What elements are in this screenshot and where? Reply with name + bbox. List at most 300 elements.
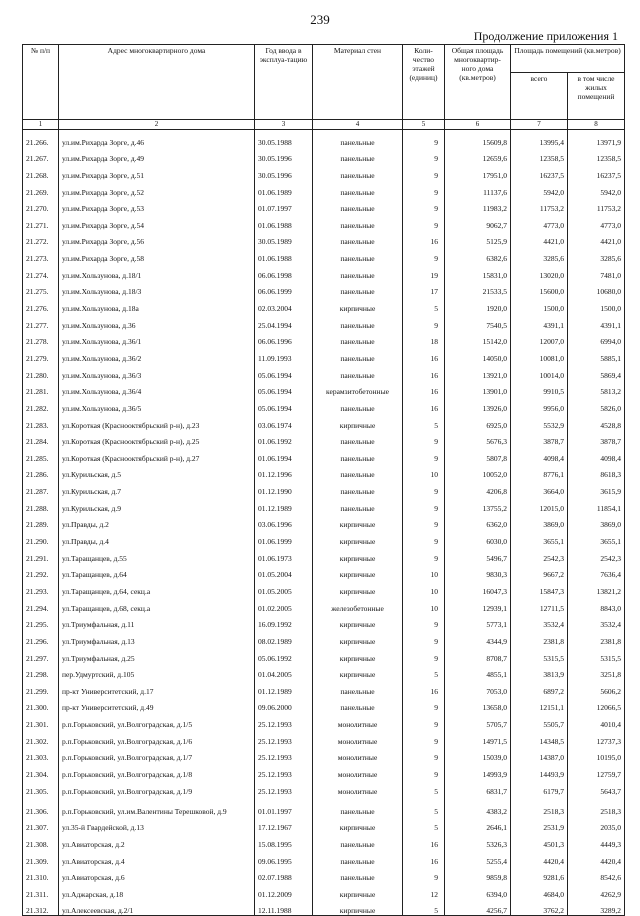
- row-residential-area: 5606,2: [568, 679, 625, 696]
- row-total-area: 12659,6: [445, 147, 511, 164]
- row-total-area: 9830,3: [445, 563, 511, 580]
- row-number: 21.291.: [23, 546, 59, 563]
- row-floors: 9: [403, 646, 445, 663]
- row-floors: 5: [403, 296, 445, 313]
- row-material: кирпичные: [313, 563, 403, 580]
- row-residential-area: 3532,4: [568, 613, 625, 630]
- row-address: пр-кт Университетский, д.17: [59, 679, 255, 696]
- row-number: 21.311.: [23, 882, 59, 899]
- row-residential-area: 4421,0: [568, 230, 625, 247]
- row-address: ул.им.Рихарда Зорге, д.49: [59, 147, 255, 164]
- row-premises-all: 3878,7: [511, 430, 568, 447]
- table-row: [23, 380, 625, 397]
- row-floors: 16: [403, 679, 445, 696]
- row-address: ул.им.Хользунова, д.36/5: [59, 396, 255, 413]
- row-residential-area: 5813,2: [568, 380, 625, 397]
- row-total-area: 5705,7: [445, 712, 511, 729]
- table-row: [23, 513, 625, 530]
- row-residential-area: 8843,0: [568, 596, 625, 613]
- row-residential-area: 12737,3: [568, 729, 625, 746]
- row-year: 06.06.1999: [255, 280, 313, 297]
- row-address: ул.им.Хользунова, д.36/4: [59, 380, 255, 397]
- row-number: 21.268.: [23, 163, 59, 180]
- row-number: 21.271.: [23, 213, 59, 230]
- row-floors: 5: [403, 796, 445, 816]
- table-row: [23, 230, 625, 247]
- row-number: 21.294.: [23, 596, 59, 613]
- row-floors: 19: [403, 263, 445, 280]
- row-material: кирпичные: [313, 513, 403, 530]
- row-number: 21.281.: [23, 380, 59, 397]
- table-row: [23, 646, 625, 663]
- row-premises-all: 10014,0: [511, 363, 568, 380]
- row-material: кирпичные: [313, 613, 403, 630]
- header-floors: Коли-чество этажей (единиц): [403, 45, 445, 120]
- row-address: ул.им.Хользунова, д.36: [59, 313, 255, 330]
- row-floors: 16: [403, 849, 445, 866]
- table-row: [23, 899, 625, 916]
- row-premises-all: 9667,2: [511, 563, 568, 580]
- row-premises-all: 3813,9: [511, 663, 568, 680]
- column-number-row: [23, 120, 625, 130]
- row-address: ул.Триумфальная, д.13: [59, 629, 255, 646]
- row-floors: 16: [403, 230, 445, 247]
- table-row: [23, 346, 625, 363]
- row-residential-area: 3289,2: [568, 899, 625, 916]
- row-number: 21.279.: [23, 346, 59, 363]
- row-address: ул.Таращанцев, д.68, секц.а: [59, 596, 255, 613]
- row-total-area: 4256,7: [445, 899, 511, 916]
- row-material: панельные: [313, 396, 403, 413]
- row-premises-all: 12007,0: [511, 330, 568, 347]
- row-residential-area: 8542,6: [568, 866, 625, 883]
- row-number: 21.312.: [23, 899, 59, 916]
- row-total-area: 9859,8: [445, 866, 511, 883]
- row-floors: 5: [403, 899, 445, 916]
- row-address: ул.Короткая (Краснооктябрьский р-н), д.25: [59, 430, 255, 447]
- row-address: ул.Курильская, д.7: [59, 479, 255, 496]
- row-year: 02.03.2004: [255, 296, 313, 313]
- row-material: панельные: [313, 147, 403, 164]
- row-total-area: 5326,3: [445, 832, 511, 849]
- table-row: [23, 596, 625, 613]
- row-total-area: 13926,0: [445, 396, 511, 413]
- row-material: панельные: [313, 246, 403, 263]
- row-floors: 9: [403, 729, 445, 746]
- row-material: панельные: [313, 430, 403, 447]
- row-address: ул.им.Рихарда Зорге, д.54: [59, 213, 255, 230]
- row-premises-all: 12711,5: [511, 596, 568, 613]
- row-address: ул.Триумфальная, д.11: [59, 613, 255, 630]
- row-floors: 16: [403, 832, 445, 849]
- row-address: пер.Удмуртский, д.105: [59, 663, 255, 680]
- row-total-area: 15609,8: [445, 130, 511, 147]
- header-num: № п/п: [23, 45, 59, 120]
- row-number: 21.306.: [23, 796, 59, 816]
- table-row: [23, 613, 625, 630]
- row-floors: 9: [403, 197, 445, 214]
- row-total-area: 7053,0: [445, 679, 511, 696]
- row-residential-area: 2518,3: [568, 796, 625, 816]
- row-floors: 9: [403, 180, 445, 197]
- row-number: 21.288.: [23, 496, 59, 513]
- row-total-area: 5676,3: [445, 430, 511, 447]
- header-premises-area: Площадь помещений (кв.метров): [511, 45, 625, 73]
- row-residential-area: 5885,1: [568, 346, 625, 363]
- row-residential-area: 4098,4: [568, 446, 625, 463]
- row-address: пр-кт Университетский, д.49: [59, 696, 255, 713]
- row-year: 25.12.1993: [255, 762, 313, 779]
- row-total-area: 13658,0: [445, 696, 511, 713]
- row-total-area: 6394,0: [445, 882, 511, 899]
- row-floors: 9: [403, 130, 445, 147]
- row-residential-area: 4262,9: [568, 882, 625, 899]
- row-material: монолитные: [313, 712, 403, 729]
- row-total-area: 13901,0: [445, 380, 511, 397]
- row-total-area: 4855,1: [445, 663, 511, 680]
- row-number: 21.282.: [23, 396, 59, 413]
- row-material: панельные: [313, 180, 403, 197]
- row-number: 21.309.: [23, 849, 59, 866]
- row-number: 21.275.: [23, 280, 59, 297]
- table-row: [23, 363, 625, 380]
- row-total-area: 14050,0: [445, 346, 511, 363]
- row-material: панельные: [313, 679, 403, 696]
- row-premises-all: 12151,1: [511, 696, 568, 713]
- row-address: ул.им.Рихарда Зорге, д.53: [59, 197, 255, 214]
- table-row: [23, 180, 625, 197]
- row-year: 01.06.1988: [255, 246, 313, 263]
- row-address: ул.Курильская, д.5: [59, 463, 255, 480]
- row-address: ул.35-й Гвардейской, д.13: [59, 816, 255, 833]
- row-material: панельные: [313, 363, 403, 380]
- row-number: 21.297.: [23, 646, 59, 663]
- row-residential-area: 5869,4: [568, 363, 625, 380]
- row-floors: 9: [403, 163, 445, 180]
- row-total-area: 12939,1: [445, 596, 511, 613]
- row-total-area: 15831,0: [445, 263, 511, 280]
- row-premises-all: 9956,0: [511, 396, 568, 413]
- table-row: [23, 882, 625, 899]
- column-number: 3: [255, 120, 313, 130]
- row-premises-all: 3664,0: [511, 479, 568, 496]
- table-row: [23, 280, 625, 297]
- row-address: ул.Правды, д.4: [59, 529, 255, 546]
- row-year: 01.06.1999: [255, 529, 313, 546]
- row-address: ул.Таращанцев, д.64, секц.а: [59, 579, 255, 596]
- row-number: 21.280.: [23, 363, 59, 380]
- row-year: 16.09.1992: [255, 613, 313, 630]
- row-number: 21.283.: [23, 413, 59, 430]
- table-row: [23, 866, 625, 883]
- row-residential-area: 5315,5: [568, 646, 625, 663]
- row-year: 25.12.1993: [255, 779, 313, 796]
- row-premises-all: 6897,2: [511, 679, 568, 696]
- row-number: 21.302.: [23, 729, 59, 746]
- row-residential-area: 4391,1: [568, 313, 625, 330]
- row-year: 25.12.1993: [255, 746, 313, 763]
- row-address: ул.Триумфальная, д.25: [59, 646, 255, 663]
- row-total-area: 6382,6: [445, 246, 511, 263]
- row-residential-area: 8618,3: [568, 463, 625, 480]
- table-row: [23, 246, 625, 263]
- row-year: 01.12.1990: [255, 479, 313, 496]
- row-total-area: 13755,2: [445, 496, 511, 513]
- row-material: панельные: [313, 263, 403, 280]
- row-residential-area: 3615,9: [568, 479, 625, 496]
- row-material: панельные: [313, 230, 403, 247]
- row-residential-area: 4528,8: [568, 413, 625, 430]
- row-material: панельные: [313, 130, 403, 147]
- row-number: 21.301.: [23, 712, 59, 729]
- table-row: [23, 816, 625, 833]
- row-year: 30.05.1996: [255, 147, 313, 164]
- row-material: панельные: [313, 213, 403, 230]
- row-total-area: 1920,0: [445, 296, 511, 313]
- row-floors: 16: [403, 396, 445, 413]
- row-residential-area: 10195,0: [568, 746, 625, 763]
- row-year: 30.05.1996: [255, 163, 313, 180]
- row-material: монолитные: [313, 762, 403, 779]
- row-number: 21.269.: [23, 180, 59, 197]
- row-material: кирпичные: [313, 546, 403, 563]
- row-material: кирпичные: [313, 296, 403, 313]
- row-material: панельные: [313, 346, 403, 363]
- row-address: р.п.Горьковский, ул.Волгоградская, д.1/6: [59, 729, 255, 746]
- row-address: ул.Авиаторская, д.6: [59, 866, 255, 883]
- row-total-area: 14993,9: [445, 762, 511, 779]
- row-year: 01.01.1997: [255, 796, 313, 816]
- row-address: ул.им.Рихарда Зорге, д.46: [59, 130, 255, 147]
- row-address: ул.Короткая (Краснооктябрьский р-н), д.23: [59, 413, 255, 430]
- row-material: панельные: [313, 496, 403, 513]
- row-material: панельные: [313, 696, 403, 713]
- row-premises-all: 4773,0: [511, 213, 568, 230]
- row-premises-all: 14348,5: [511, 729, 568, 746]
- row-residential-area: 11854,1: [568, 496, 625, 513]
- table-row: [23, 663, 625, 680]
- row-residential-area: 3878,7: [568, 430, 625, 447]
- row-floors: 10: [403, 563, 445, 580]
- row-address: ул.им.Хользунова, д.18а: [59, 296, 255, 313]
- row-material: кирпичные: [313, 579, 403, 596]
- row-number: 21.286.: [23, 463, 59, 480]
- row-residential-area: 4449,3: [568, 832, 625, 849]
- row-year: 05.06.1992: [255, 646, 313, 663]
- row-year: 03.06.1974: [255, 413, 313, 430]
- row-address: ул.Таращанцев, д.64: [59, 563, 255, 580]
- row-residential-area: 10680,0: [568, 280, 625, 297]
- table-row: [23, 546, 625, 563]
- row-floors: 5: [403, 413, 445, 430]
- row-premises-all: 4501,3: [511, 832, 568, 849]
- table-row: [23, 263, 625, 280]
- row-number: 21.299.: [23, 679, 59, 696]
- row-year: 01.06.1994: [255, 446, 313, 463]
- page-number: 239: [310, 12, 330, 27]
- row-total-area: 11983,2: [445, 197, 511, 214]
- row-year: 01.05.2005: [255, 579, 313, 596]
- table-header: [23, 45, 625, 130]
- row-year: 03.06.1996: [255, 513, 313, 530]
- row-total-area: 5496,7: [445, 546, 511, 563]
- row-year: 01.02.2005: [255, 596, 313, 613]
- row-address: ул.Короткая (Краснооктябрьский р-н), д.27: [59, 446, 255, 463]
- table-row: [23, 430, 625, 447]
- row-year: 05.06.1994: [255, 380, 313, 397]
- row-residential-area: 3251,8: [568, 663, 625, 680]
- table-row: [23, 296, 625, 313]
- row-material: керамзитобетонные: [313, 380, 403, 397]
- table-row: [23, 496, 625, 513]
- row-address: ул.им.Хользунова, д.36/3: [59, 363, 255, 380]
- row-residential-area: 16237,5: [568, 163, 625, 180]
- row-residential-area: 4773,0: [568, 213, 625, 230]
- row-year: 01.06.1988: [255, 213, 313, 230]
- header-year: Год ввода в эксплуа-тацию: [255, 45, 313, 120]
- table-row: [23, 629, 625, 646]
- row-material: панельные: [313, 479, 403, 496]
- row-total-area: 8708,7: [445, 646, 511, 663]
- header-material: Материал стен: [313, 45, 403, 120]
- row-year: 01.07.1997: [255, 197, 313, 214]
- column-number: 1: [23, 120, 59, 130]
- row-premises-all: 2531,9: [511, 816, 568, 833]
- row-total-area: 5807,8: [445, 446, 511, 463]
- row-floors: 16: [403, 363, 445, 380]
- row-material: панельные: [313, 866, 403, 883]
- row-premises-all: 5315,5: [511, 646, 568, 663]
- row-year: 05.06.1994: [255, 363, 313, 380]
- row-premises-all: 5505,7: [511, 712, 568, 729]
- row-number: 21.290.: [23, 529, 59, 546]
- row-address: ул.им.Рихарда Зорге, д.51: [59, 163, 255, 180]
- table-row: [23, 696, 625, 713]
- row-premises-all: 16237,5: [511, 163, 568, 180]
- row-premises-all: 3655,1: [511, 529, 568, 546]
- row-premises-all: 5942,0: [511, 180, 568, 197]
- row-floors: 9: [403, 712, 445, 729]
- row-floors: 16: [403, 346, 445, 363]
- row-total-area: 2646,1: [445, 816, 511, 833]
- row-number: 21.293.: [23, 579, 59, 596]
- column-number: 7: [511, 120, 568, 130]
- table-row: [23, 463, 625, 480]
- table-row: [23, 679, 625, 696]
- row-residential-area: 11753,2: [568, 197, 625, 214]
- row-number: 21.310.: [23, 866, 59, 883]
- row-number: 21.304.: [23, 762, 59, 779]
- table-row: [23, 163, 625, 180]
- header-address: Адрес многоквартирного дома: [59, 45, 255, 120]
- row-premises-all: 2381,8: [511, 629, 568, 646]
- row-residential-area: 1500,0: [568, 296, 625, 313]
- row-floors: 10: [403, 463, 445, 480]
- row-material: панельные: [313, 313, 403, 330]
- row-address: р.п.Горьковский, ул.Волгоградская, д.1/9: [59, 779, 255, 796]
- table-row: [23, 147, 625, 164]
- row-number: 21.266.: [23, 130, 59, 147]
- row-residential-area: 12759,7: [568, 762, 625, 779]
- table-row: [23, 579, 625, 596]
- row-address: р.п.Горьковский, ул.им.Валентины Терешковой, д.9: [59, 796, 255, 816]
- row-address: ул.им.Хользунова, д.18/3: [59, 280, 255, 297]
- row-residential-area: 3869,0: [568, 513, 625, 530]
- row-premises-all: 1500,0: [511, 296, 568, 313]
- row-total-area: 6362,0: [445, 513, 511, 530]
- row-premises-all: 8776,1: [511, 463, 568, 480]
- row-premises-all: 14493,9: [511, 762, 568, 779]
- row-residential-area: 4420,4: [568, 849, 625, 866]
- row-year: 11.09.1993: [255, 346, 313, 363]
- row-floors: 9: [403, 513, 445, 530]
- row-floors: 18: [403, 330, 445, 347]
- row-residential-area: 13821,2: [568, 579, 625, 596]
- row-residential-area: 2035,0: [568, 816, 625, 833]
- row-total-area: 9062,7: [445, 213, 511, 230]
- row-year: 06.06.1996: [255, 330, 313, 347]
- row-floors: 9: [403, 446, 445, 463]
- row-address: ул.Авиаторская, д.2: [59, 832, 255, 849]
- row-year: 25.04.1994: [255, 313, 313, 330]
- row-total-area: 15142,0: [445, 330, 511, 347]
- row-total-area: 4206,8: [445, 479, 511, 496]
- row-address: ул.Авиаторская, д.4: [59, 849, 255, 866]
- row-floors: 9: [403, 696, 445, 713]
- row-floors: 9: [403, 313, 445, 330]
- row-number: 21.305.: [23, 779, 59, 796]
- row-number: 21.289.: [23, 513, 59, 530]
- row-address: ул.Курильская, д.9: [59, 496, 255, 513]
- column-number: 2: [59, 120, 255, 130]
- row-residential-area: 12358,5: [568, 147, 625, 164]
- row-premises-all: 6179,7: [511, 779, 568, 796]
- row-address: ул.Алексеевская, д.2/1: [59, 899, 255, 916]
- row-floors: 5: [403, 779, 445, 796]
- row-number: 21.272.: [23, 230, 59, 247]
- table-row: [23, 396, 625, 413]
- row-material: кирпичные: [313, 663, 403, 680]
- row-residential-area: 3655,1: [568, 529, 625, 546]
- row-premises-all: 4421,0: [511, 230, 568, 247]
- row-material: панельные: [313, 463, 403, 480]
- table-row: [23, 563, 625, 580]
- header-total-area: Общая площадь многоквартир-ного дома (кв.метров): [445, 45, 511, 120]
- row-premises-all: 5532,9: [511, 413, 568, 430]
- row-residential-area: 7481,0: [568, 263, 625, 280]
- row-year: 01.12.1989: [255, 679, 313, 696]
- table-row: [23, 746, 625, 763]
- row-total-area: 6831,7: [445, 779, 511, 796]
- row-floors: 5: [403, 816, 445, 833]
- row-year: 30.05.1988: [255, 130, 313, 147]
- row-residential-area: 3285,6: [568, 246, 625, 263]
- row-number: 21.307.: [23, 816, 59, 833]
- row-premises-all: 3869,0: [511, 513, 568, 530]
- row-address: ул.им.Рихарда Зорге, д.56: [59, 230, 255, 247]
- table-row: [23, 197, 625, 214]
- row-premises-all: 12358,5: [511, 147, 568, 164]
- row-total-area: 14971,5: [445, 729, 511, 746]
- row-total-area: 6030,0: [445, 529, 511, 546]
- row-premises-all: 13020,0: [511, 263, 568, 280]
- row-address: ул.им.Рихарда Зорге, д.58: [59, 246, 255, 263]
- row-year: 01.12.1996: [255, 463, 313, 480]
- row-premises-all: 4420,4: [511, 849, 568, 866]
- row-number: 21.277.: [23, 313, 59, 330]
- table-row: [23, 779, 625, 796]
- row-number: 21.284.: [23, 430, 59, 447]
